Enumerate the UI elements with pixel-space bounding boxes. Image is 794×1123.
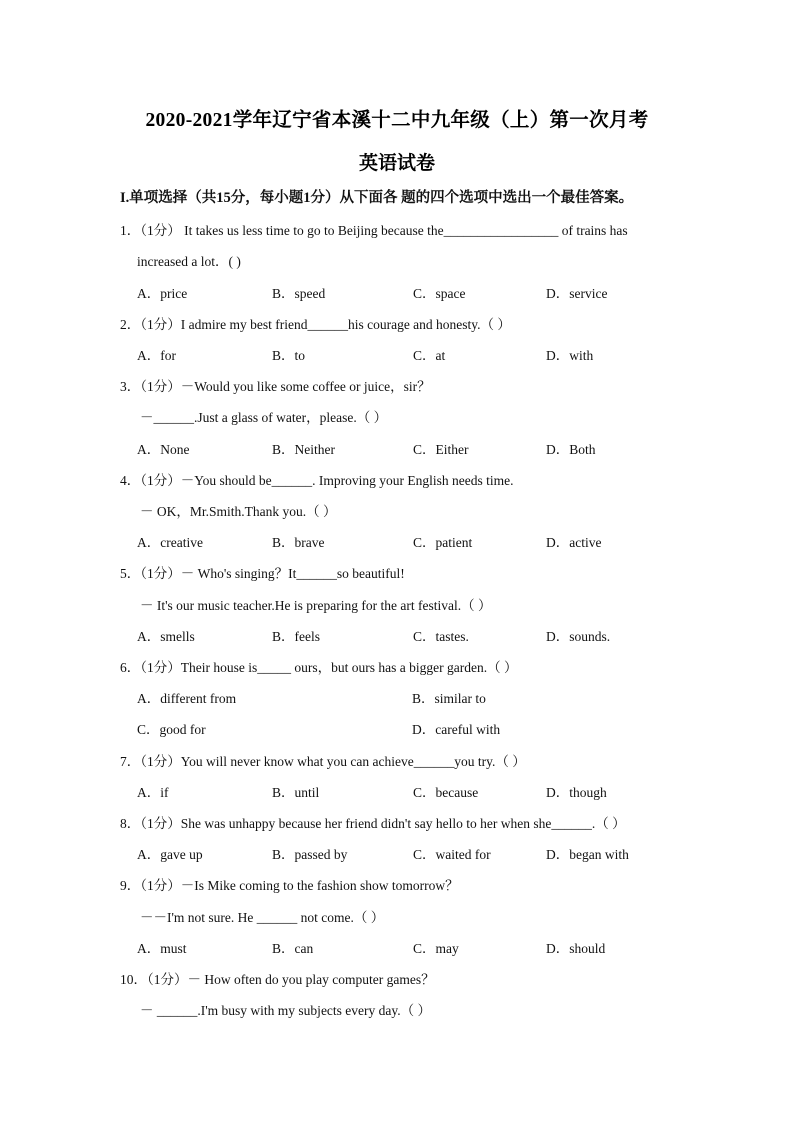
q1-option-c[interactable]: C．space bbox=[413, 286, 466, 301]
q8-option-b[interactable]: B．passed by bbox=[272, 847, 348, 862]
q2-option-a[interactable]: A．for bbox=[137, 348, 176, 363]
q8-option-d[interactable]: D．began with bbox=[546, 847, 629, 862]
q4-option-c[interactable]: C．patient bbox=[413, 535, 473, 550]
q6-option-b[interactable]: B．similar to bbox=[412, 691, 486, 706]
question-5-stem-cont: － It's our music teacher.He is preparing for the art festival.（ ） bbox=[140, 598, 492, 613]
q6-option-a[interactable]: A．different from bbox=[137, 691, 237, 706]
q5-option-d[interactable]: D．sounds. bbox=[546, 629, 611, 644]
q3-option-b[interactable]: B．Neither bbox=[272, 442, 335, 457]
question-4-stem: 4．（1分）－You should be______. Improving your English needs time. bbox=[120, 473, 514, 488]
q9-option-d[interactable]: D．should bbox=[546, 941, 606, 956]
question-3-stem-cont: －______.Just a glass of water，please.（ ） bbox=[140, 410, 388, 425]
q4-option-a[interactable]: A．creative bbox=[137, 535, 203, 550]
q1-option-d[interactable]: D．service bbox=[546, 286, 608, 301]
q5-option-c[interactable]: C．tastes. bbox=[413, 629, 469, 644]
question-10-stem-cont: － ______.I'm busy with my subjects every day.（ ） bbox=[140, 1003, 432, 1018]
exam-subtitle: 英语试卷 bbox=[358, 153, 435, 174]
q4-option-b[interactable]: B．brave bbox=[272, 535, 325, 550]
q2-option-c[interactable]: C．at bbox=[413, 348, 446, 363]
q9-option-c[interactable]: C．may bbox=[413, 941, 459, 956]
question-9-stem: 9．（1分）－Is Mike coming to the fashion show tomorrow？ bbox=[120, 878, 459, 893]
q3-option-d[interactable]: D．Both bbox=[546, 442, 596, 457]
q7-option-c[interactable]: C．because bbox=[413, 785, 479, 800]
q2-option-b[interactable]: B．to bbox=[272, 348, 306, 363]
q5-option-a[interactable]: A．smells bbox=[137, 629, 195, 644]
q3-option-a[interactable]: A．None bbox=[137, 442, 190, 457]
q9-option-b[interactable]: B．can bbox=[272, 941, 314, 956]
q5-option-b[interactable]: B．feels bbox=[272, 629, 320, 644]
q1-option-b[interactable]: B．speed bbox=[272, 286, 326, 301]
q8-option-a[interactable]: A．gave up bbox=[137, 847, 203, 862]
question-10-stem: 10．（1分）－ How often do you play computer games？ bbox=[120, 972, 435, 987]
question-7-stem: 7．（1分）You will never know what you can achieve______you try.（ ） bbox=[120, 754, 526, 769]
q6-option-c[interactable]: C．good for bbox=[137, 722, 206, 737]
section-heading: I.单项选择（共15分，每小题1分）从下面各 题的四个选项中选出一个最佳答案。 bbox=[120, 190, 634, 206]
question-3-stem: 3．（1分）－Would you like some coffee or juice，sir？ bbox=[120, 379, 431, 394]
question-4-stem-cont: － OK，Mr.Smith.Thank you.（ ） bbox=[140, 504, 337, 519]
q7-option-d[interactable]: D．though bbox=[546, 785, 607, 800]
question-9-stem-cont: －－I'm not sure. He ______ not come.（ ） bbox=[140, 910, 385, 925]
q7-option-a[interactable]: A．if bbox=[137, 785, 169, 800]
question-8-stem: 8．（1分）She was unhappy because her friend didn't say hello to her when she______.（ ） bbox=[120, 816, 626, 831]
q3-option-c[interactable]: C．Either bbox=[413, 442, 469, 457]
q4-option-d[interactable]: D．active bbox=[546, 535, 602, 550]
question-6-stem: 6．（1分）Their house is_____ ours，but ours has a bigger garden.（ ） bbox=[120, 660, 518, 675]
question-2-stem: 2．（1分）I admire my best friend______his courage and honesty.（ ） bbox=[120, 317, 511, 332]
q2-option-d[interactable]: D．with bbox=[546, 348, 594, 363]
q6-option-d[interactable]: D．careful with bbox=[412, 722, 501, 737]
question-1-stem-cont: increased a lot．( ) bbox=[137, 254, 241, 269]
q1-option-a[interactable]: A．price bbox=[137, 286, 188, 301]
q7-option-b[interactable]: B．until bbox=[272, 785, 320, 800]
q8-option-c[interactable]: C．waited for bbox=[413, 847, 491, 862]
exam-title: 2020-2021学年辽宁省本溪十二中九年级（上）第一次月考 bbox=[145, 110, 649, 131]
question-5-stem: 5．（1分）－ Who's singing？It______so beautiful! bbox=[120, 566, 405, 581]
question-1-stem: 1．（1分） It takes us less time to go to Beijing because the_________________ of trains has bbox=[120, 223, 628, 238]
q9-option-a[interactable]: A．must bbox=[137, 941, 187, 956]
